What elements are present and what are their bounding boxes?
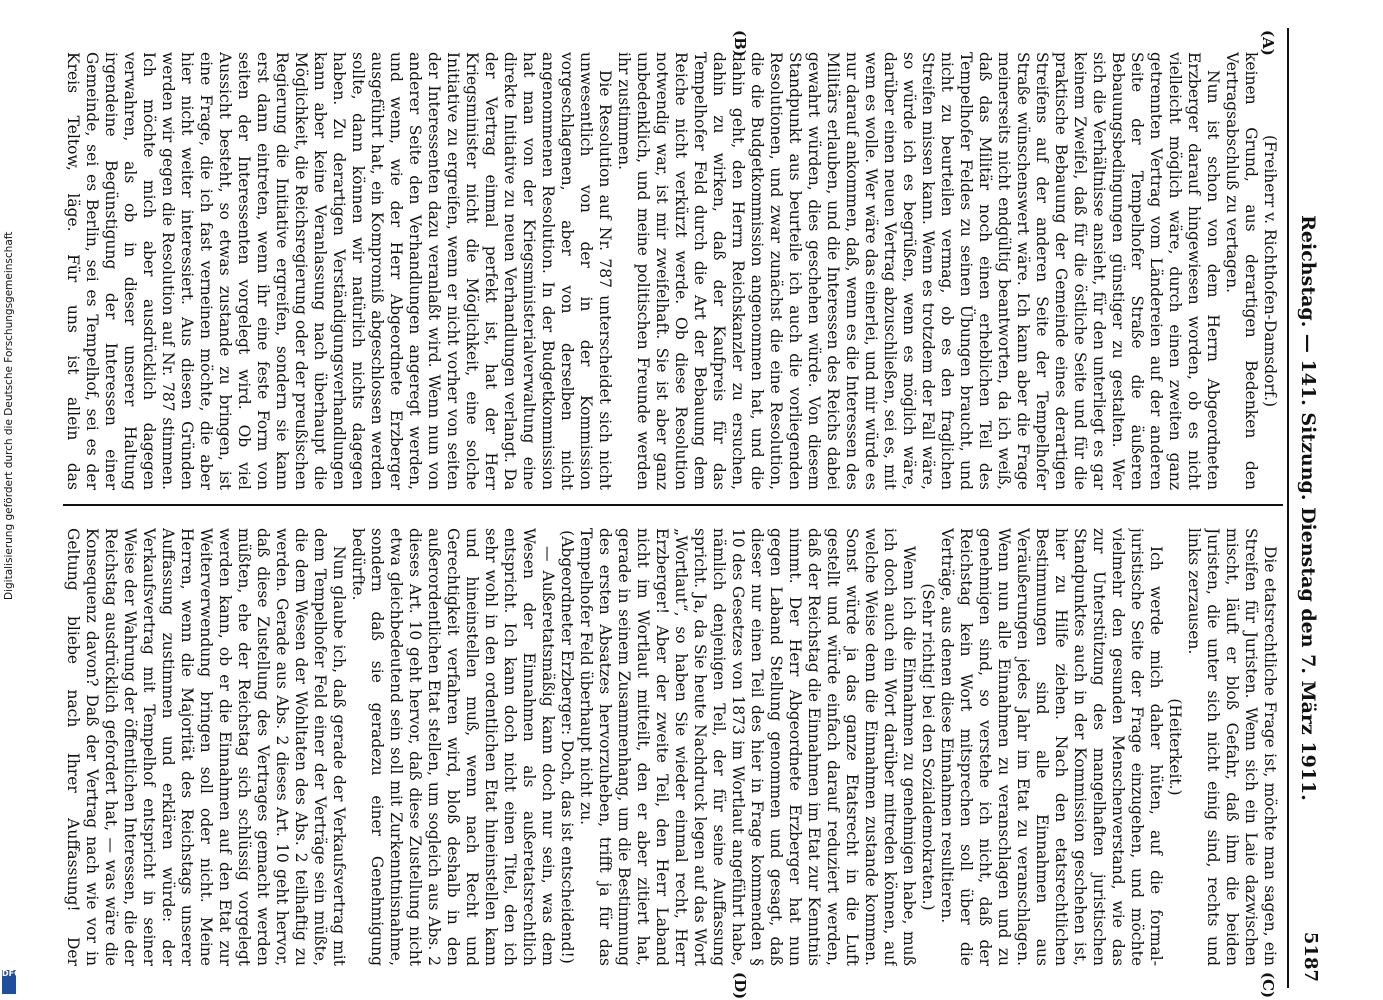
- left-column: [63, 52, 1279, 490]
- speaker-attribution: (Freiherr v. Richthofen-Damsdorf.): [1261, 134, 1279, 408]
- interjection: (Abgeordneter Erzberger: Doch, das ist entscheidend!): [558, 530, 576, 964]
- margin-mark-c: (C): [1259, 972, 1277, 999]
- margin-mark-a: (A): [1259, 30, 1277, 56]
- rotated-page: [49, 28, 1329, 1000]
- paragraph: Die etatsrechtliche Frage ist, möchte man sagen, ein Streifen für Juristen. Wenn sich ein Laie dazwischen mischt, läuft er bloß Gefahr, daß ihm die beiden Juristen, die unter sich nicht einig sind, rechts und links zerzausen.: [1185, 528, 1279, 966]
- running-header: Reichstag. — 141. Sitzung. Dienstag den 7. März 1911.: [1297, 215, 1319, 801]
- digitization-credit: Digitalisierung gefördert durch die Deutsche Forschungsgemeinschaft: [3, 231, 15, 600]
- dfg-logo: [2, 969, 21, 994]
- paragraph: Wenn ich die Einnahmen zu genehmigen habe, muß ich doch auch ein Wort darüber mitreden können, auf welche Weise denn die Einnahmen zustande kommen. Sonst würde ja das ganze Etatsrecht in die Luft gestellt und würde einfach darauf reduziert werden, daß der Reichstag die Einnahmen im Etat zur Kenntnis nimmt. Der Herr Abgeordnete Erzberger hat nun gegen Laband Stellung genommen und gesagt, daß dieser nur einen Teil des hier in Frage kommenden § 10 des Gesetzes von 1873 im Wortlaut angeführt habe, nämlich denjenigen Teil, der für seine Auffassung spricht. Ja, da Sie heute Nachdruck legen auf das Wort „Wortlaut“, so haben Sie wieder einmal recht, Herr Erzberger! Aber der zweite Teil, den Herr Laband nicht im Wortlaut mitteilt, den er aber zitiert hat, gerade in seinem Zusammenhang, um die Bestimmung des ersten Absatzes hervorzuheben, trifft ja für das Tempelhofer Feld überhaupt nicht zu.: [577, 528, 918, 966]
- paragraph: Nun ist schon von dem Herrn Abgeordneten Erzberger darauf hingewiesen worden, ob es nicht vielleicht möglich wäre, durch einen zweiten ganz getrennten Vertrag vom Ländereien auf der anderen Seite der Tempelhofer Straße die äußeren Bebauungsbedingungen günstiger zu gestalten. Wer sich die Verhältnisse ansieht, für den unterliegt es gar keinem Zweifel, daß für die östliche Seite und für die praktische Bebauung der Gemeinde eines derartigen Streifens auf der anderen Seite der Tempelhofer Straße wünschenswert wäre. Ich kann aber die Frage meinerseits nicht endgültig beantworten, da ich weiß, daß das Militär noch einen erheblichen Teil des Tempelhofer Feldes zu seinen Übungen braucht, und nicht zu beurteilen vermag, ob es den fraglichen Streifen missen kann. Wenn es trotzdem der Fall wäre, so würde ich es begrüßen, wenn es möglich wäre, darüber einen neuen Vertrag abzuschließen, sei es, mit wem es wolle. Wer wäre das einerlei, und mir würde es nur darauf ankommen, daß, wenn es die Interessen des Militärs erlauben, und die Interessen des Reichs dabei gewahrt würden, dies geschehen würde. Von diesem Standpunkt aus beurteile ich auch die vorliegenden Resolutionen, und zwar zunächst die eine Resolution, die die Budgetkommission angenommen hat, und die dahin geht, den Herrn Reichskanzler zu ersuchen, dahin zu wirken, daß der Kaufpreis für das Tempelhofer Feld durch die Art der Bebauung dem Reiche nicht verkürzt werde. Ob diese Resolution notwendig war, ist mir zweifelhaft. Sie ist aber ganz unbedenklich, und meine politischen Freunde werden ihr zustimmen.: [615, 52, 1222, 490]
- paragraph: Die Resolution auf Nr. 787 unterscheidet sich nicht unwesentlich von der in der Kommission vorgeschlagenen, aber von derselben nicht angenommenen Resolution. In der Budgetkommission hat man von der Kriegsministerialverwaltung eine direkte Initiative zu neuen Verhandlungen verlangt. Da der Vertrag einmal perfekt ist, hat der Herr Kriegsminister nicht die Möglichkeit, eine solche Initiative zu ergreifen, wenn er nicht vorher von seiten der Interessenten dazu veranlaßt wird. Wenn nun von anderer Seite den Verhandlungen angeregt werden, und wenn, wie der Herr Abgeordnete Erzberger ausgeführt hat, ein Kompromiß abgeschlossen werden sollte, dann können wir natürlich nichts dagegen haben. Zu derartigen Verständigungsverhandlungen kann aber keine Veranlassung nach überhaupt die Möglichkeit, die Reichsregierung oder der preußischen Regierung die Initiative ergreifen, sondern sie kann erst dann eintreten, wenn ihr eine feste Form von seiten der Interessenten vorgelegt wird. Ob viel Aussicht besteht, so etwas zustande zu bringen, ist eine Frage, die ich fast verneinen möchte, die aber hier nicht weiter interessiert. Aus diesen Gründen werden wir gegen die Resolution auf Nr. 787 stimmen. Ich möchte mich aber ausdrücklich dagegen verwahren, als ob in dieser unserer Haltung irgendeine Begünstigung der Interessen einer Gemeinde, sei es Berlin, sei es Tempelhof, sei es der Kreis Teltow, läge. Für uns ist allein das: [64, 52, 614, 490]
- column-divider: [63, 504, 1283, 506]
- margin-mark-d: (D): [731, 972, 749, 1000]
- interjection: (Heiterkeit.): [1166, 698, 1184, 796]
- paragraph: keinen Grund, aus derartigen Bedenken den Vertragsabschluß zu vertagen.: [1223, 52, 1260, 490]
- paragraph: Ich werde mich daher hüten, auf die formal-juristische Seite der Frage einzugehen, und möchte vielmehr den gesunden Menschenverstand, wie das zur Unterstützung des mangelhaften juristischen Standpunktes auch in der Kommission geschehen ist, hier zu Hilfe ziehen. Nach den etatsrechtlichen Bestimmungen sind alle Einnahmen aus Veräußerungen jedes Jahr im Etat zu veranschlagen. Wenn nun alle Einnahmen zu veranschlagen und zu genehmigen sind, so verstehe ich nicht, daß der Reichstag kein Wort mitsprechen soll über die Verträge, aus denen diese Einnahmen resultieren.: [938, 528, 1165, 966]
- page-number: 5187: [1300, 931, 1321, 982]
- right-column: [63, 528, 1279, 966]
- dfg-logo-text: DFG: [2, 969, 21, 978]
- header-rule: [1287, 28, 1289, 988]
- paragraph: Nun glaube ich, daß gerade der Verkaufsvertrag mit dem Tempelhofer Feld einer der Verträge sein müßte, die dem Wesen der Wohltaten des Abs. 2 teilhaftig zu werden. Gerade aus Abs. 2 dieses Art. 10 geht hervor, daß diese Zustellung des Vertrages gemacht werden müßten, ehe der Reichstag sich schlüssig vorgelegt werden kann, ob er die Einnahmen auf den Etat zur Weiterverwendung bringen soll oder nicht. Meine Herren, wenn die Majorität des Reichstags unserer Auffassung zustimmen und erklären würde: der Verkaufsvertrag mit Tempelhof entspricht in seiner Weise der Wahrung der öffentlichen Interessen, die der Reichstag ausdrücklich gefordert hat, — was wäre die Konsequenz davon? Daß der Vertrag nach wie vor in Geltung bliebe nach Ihrer Auffassung! Der: [64, 528, 348, 966]
- margin-mark-b: (B): [731, 30, 749, 57]
- interjection: (Sehr richtig! bei den Sozialdemokraten.): [919, 583, 937, 911]
- paragraph: — Außeretatsmäßig kann doch nur sein, was dem Wesen der Einnahmen als außeretatsrechtlich entspricht. Ich kann doch nicht einen Titel, den ich sehr wohl in den ordentlichen Etat hineinstellen kann und hineinstellen muß, wenn nach Recht und Gerechtigkeit verfahren wird, bloß deshalb in den außerordentlichen Etat stellen, um sogleich aus Abs. 2 dieses Art. 10 geht hervor, daß diese Zustellung nicht etwa gleichbedeutend sein soll mit Zurkenntnisnahme, sondern daß sie geradezu einer Genehmigung bedürfte.: [349, 528, 557, 966]
